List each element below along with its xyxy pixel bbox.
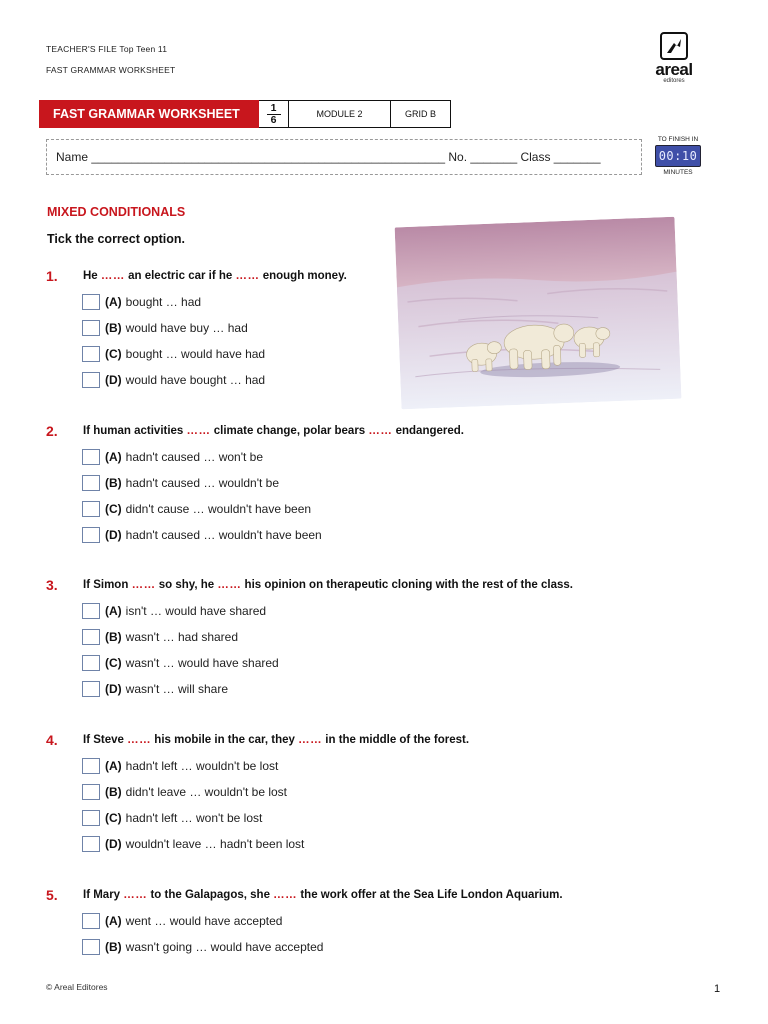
option-text: hadn't left … wouldn't be lost <box>125 759 279 773</box>
question-number: 1. <box>46 268 58 284</box>
option-text: wasn't … will share <box>125 682 228 696</box>
option-text: hadn't caused … won't be <box>125 450 264 464</box>
areal-logo <box>644 32 704 86</box>
option-1-d[interactable] <box>82 371 265 389</box>
option-checkbox[interactable] <box>82 939 100 955</box>
option-letter: (B) <box>105 321 122 335</box>
answer-gap: …… <box>123 889 148 901</box>
option-1-b[interactable] <box>82 319 248 337</box>
question-segment: so shy, he <box>155 579 218 591</box>
option-checkbox[interactable] <box>82 836 100 852</box>
option-text: wasn't … had shared <box>125 630 239 644</box>
option-text: would have bought … had <box>125 373 266 387</box>
question-segment: in the middle of the forest. <box>322 734 470 746</box>
option-checkbox[interactable] <box>82 346 100 362</box>
question-segment: He <box>83 270 101 282</box>
option-2-d[interactable] <box>82 526 322 544</box>
option-text: hadn't left … won't be lost <box>125 811 263 825</box>
option-4-d[interactable] <box>82 835 304 853</box>
question-segment: endangered. <box>392 425 464 437</box>
answer-gap: …… <box>186 425 211 437</box>
page-number: 1 <box>714 983 721 995</box>
option-text: wasn't going … would have accepted <box>125 940 324 954</box>
worksheet-number-bottom: 6 <box>270 113 277 126</box>
option-text: didn't leave … wouldn't be lost <box>125 785 288 799</box>
option-4-a[interactable] <box>82 757 278 775</box>
question-segment: enough money. <box>259 270 347 282</box>
answer-gap: …… <box>127 734 152 746</box>
option-1-c[interactable] <box>82 345 265 363</box>
option-2-c[interactable] <box>82 500 311 518</box>
answer-gap: …… <box>131 579 156 591</box>
answer-gap: …… <box>298 734 323 746</box>
answer-gap: …… <box>235 270 260 282</box>
option-letter: (A) <box>105 914 122 928</box>
option-checkbox[interactable] <box>82 603 100 619</box>
option-3-a[interactable] <box>82 602 266 620</box>
option-letter: (A) <box>105 759 122 773</box>
option-3-d[interactable] <box>82 680 228 698</box>
header-teachers-file: TEACHER'S FILE Top Teen 11 <box>46 44 168 54</box>
option-letter: (C) <box>105 811 122 825</box>
option-text: wouldn't leave … hadn't been lost <box>125 837 305 851</box>
option-letter: (D) <box>105 682 122 696</box>
option-text: bought … would have had <box>125 347 266 361</box>
question-segment: If Mary <box>83 889 124 901</box>
worksheet-number <box>259 100 289 128</box>
worksheet-title-bar <box>39 100 451 128</box>
option-4-b[interactable] <box>82 783 287 801</box>
student-info-field[interactable]: Name _____________________________________________________ No. _______ Class _______ <box>46 139 642 175</box>
question-segment: If Simon <box>83 579 132 591</box>
option-letter: (B) <box>105 630 122 644</box>
option-text: hadn't caused … wouldn't have been <box>125 528 322 542</box>
option-checkbox[interactable] <box>82 655 100 671</box>
option-checkbox[interactable] <box>82 527 100 543</box>
question-segment: an electric car if he <box>124 270 236 282</box>
option-text: hadn't caused … wouldn't be <box>125 476 280 490</box>
option-letter: (D) <box>105 528 122 542</box>
question-segment: to the Galapagos, she <box>147 889 274 901</box>
option-letter: (C) <box>105 656 122 670</box>
option-checkbox[interactable] <box>82 475 100 491</box>
option-checkbox[interactable] <box>82 913 100 929</box>
timer-display: 00:10 <box>655 145 701 167</box>
question-text <box>83 889 563 901</box>
question-segment: his mobile in the car, they <box>151 734 299 746</box>
timer-label-bottom: MINUTES <box>663 169 693 176</box>
question-segment: the work offer at the Sea Life London Aquarium. <box>297 889 563 901</box>
module-label: MODULE 2 <box>289 100 391 128</box>
timer-label-top: TO FINISH IN <box>657 136 699 143</box>
timer-widget <box>654 136 702 177</box>
answer-gap: …… <box>368 425 393 437</box>
question-segment: If Steve <box>83 734 128 746</box>
question-number: 4. <box>46 732 58 748</box>
question-number: 5. <box>46 887 58 903</box>
option-3-c[interactable] <box>82 654 279 672</box>
grid-label: GRID B <box>391 100 451 128</box>
question-number: 2. <box>46 423 58 439</box>
option-text: wasn't … would have shared <box>125 656 279 670</box>
option-checkbox[interactable] <box>82 372 100 388</box>
option-letter: (D) <box>105 837 122 851</box>
question-text <box>83 425 464 437</box>
option-letter: (C) <box>105 347 122 361</box>
option-4-c[interactable] <box>82 809 262 827</box>
answer-gap: …… <box>217 579 242 591</box>
option-letter: (A) <box>105 295 122 309</box>
worksheet-number-top: 1 <box>270 101 277 114</box>
option-text: would have buy … had <box>125 321 248 335</box>
option-checkbox[interactable] <box>82 784 100 800</box>
option-text: bought … had <box>125 295 202 309</box>
option-text: isn't … would have shared <box>125 604 267 618</box>
worksheet-title: FAST GRAMMAR WORKSHEET <box>39 100 259 128</box>
answer-gap: …… <box>273 889 298 901</box>
option-checkbox[interactable] <box>82 681 100 697</box>
header-worksheet-label: FAST GRAMMAR WORKSHEET <box>46 65 176 75</box>
option-text: didn't cause … wouldn't have been <box>125 502 312 516</box>
question-number: 3. <box>46 577 58 593</box>
option-checkbox[interactable] <box>82 449 100 465</box>
question-segment: his opinion on therapeutic cloning with the rest of the class. <box>241 579 573 591</box>
option-checkbox[interactable] <box>82 294 100 310</box>
option-letter: (A) <box>105 604 122 618</box>
question-segment: If human activities <box>83 425 187 437</box>
option-letter: (B) <box>105 476 122 490</box>
option-letter: (D) <box>105 373 122 387</box>
option-checkbox[interactable] <box>82 320 100 336</box>
option-5-a[interactable] <box>82 912 282 930</box>
option-checkbox[interactable] <box>82 810 100 826</box>
option-3-b[interactable] <box>82 628 238 646</box>
section-title: MIXED CONDITIONALS <box>47 205 186 219</box>
logo-bird-icon <box>660 32 688 60</box>
option-2-b[interactable] <box>82 474 279 492</box>
option-2-a[interactable] <box>82 448 263 466</box>
option-letter: (C) <box>105 502 122 516</box>
answer-gap: …… <box>100 270 125 282</box>
option-checkbox[interactable] <box>82 758 100 774</box>
polar-bears-photo <box>395 217 682 410</box>
logo-subtitle: editores <box>663 78 685 84</box>
question-segment: climate change, polar bears <box>210 425 369 437</box>
logo-wordmark: areal <box>655 60 693 79</box>
option-letter: (B) <box>105 785 122 799</box>
option-checkbox[interactable] <box>82 501 100 517</box>
option-1-a[interactable] <box>82 293 201 311</box>
question-text <box>83 270 347 282</box>
option-letter: (A) <box>105 450 122 464</box>
question-text <box>83 734 469 746</box>
option-letter: (B) <box>105 940 122 954</box>
option-5-b[interactable] <box>82 938 323 956</box>
instruction-text: Tick the correct option. <box>47 232 185 246</box>
copyright-text: © Areal Editores <box>46 982 108 992</box>
question-text <box>83 579 573 591</box>
option-checkbox[interactable] <box>82 629 100 645</box>
option-text: went … would have accepted <box>125 914 283 928</box>
